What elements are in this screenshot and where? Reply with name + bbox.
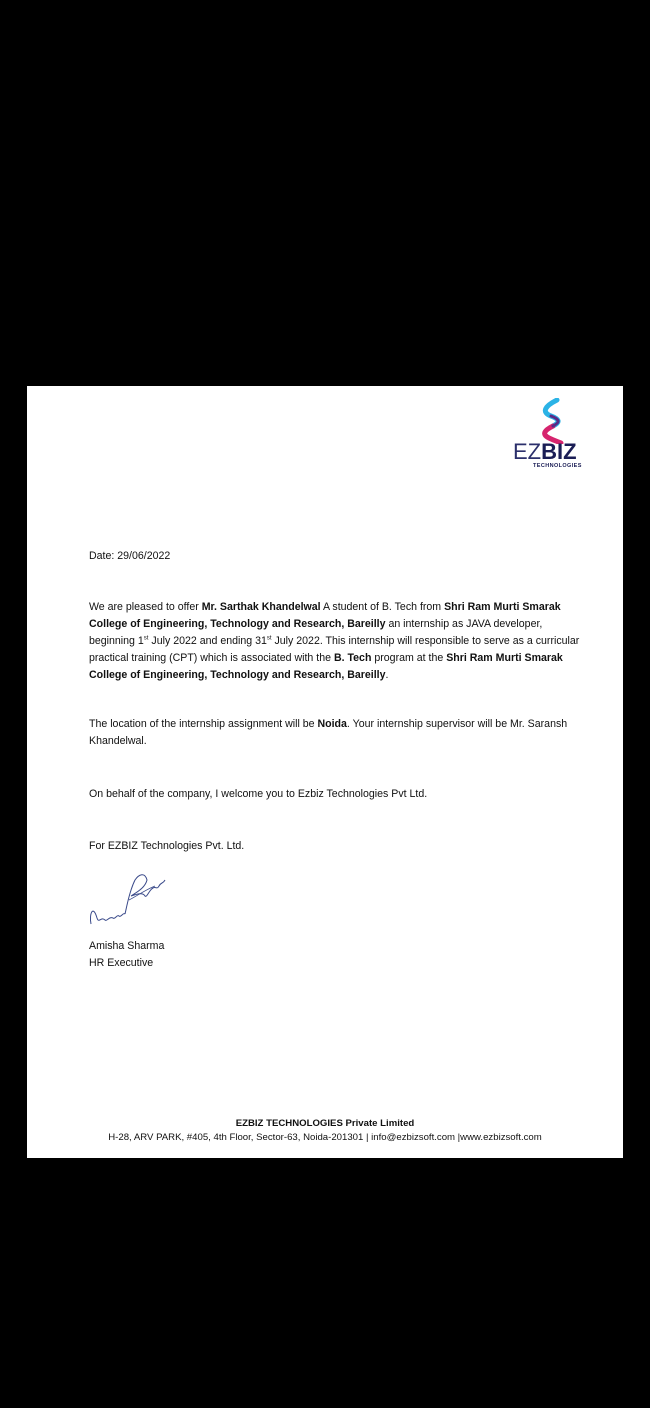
letter-footer [27,1117,623,1145]
program-name: B. Tech [333,652,372,664]
welcome-paragraph: On behalf of the company, I welcome you to Ezbiz Technologies Pvt Ltd. [89,788,428,800]
location-paragraph: The location of the internship assignment will be Noida. Your internship supervisor will be Mr. Saransh Khandelwal. [89,718,568,747]
candidate-name: Mr. Sarthak Khandelwal [201,601,321,613]
college-name: Shri Ram Murti Smarak College of Engineering, Technology and Research, Bareilly [89,601,561,630]
college-name-2: Shri Ram Murti Smarak College of Engineering, Technology and Research, Bareilly [89,652,563,681]
letter-page [27,386,623,1158]
signature-icon [85,866,175,936]
signatory-block [89,938,164,972]
letter-date: Date: 29/06/2022 [89,550,171,562]
logo-tagline: TECHNOLOGIES [533,463,582,469]
signatory-title: HR Executive [89,957,154,969]
signatory-name: Amisha Sharma [89,940,165,952]
logo-wordmark: EZBIZ [513,439,577,464]
logo-mark-icon [531,398,567,444]
footer-address: H-28, ARV PARK, #405, 4th Floor, Sector-63, Noida-201301 | info@ezbizsoft.com |www.ezbizsoft.com [108,1132,542,1143]
company-line: For EZBIZ Technologies Pvt. Ltd. [89,840,245,852]
footer-company: EZBIZ TECHNOLOGIES Private Limited [235,1118,415,1129]
location-name: Noida [317,718,347,730]
company-logo [509,398,589,468]
offer-paragraph: We are pleased to offer Mr. Sarthak Khandelwal A student of B. Tech from Shri Ram Murti Smarak College of Engineering, Technology and Research, Bareilly an internship as JAVA developer, beginning 1st July 2022 and ending 31st July 2022. This internship will responsible to serve as a curricular practical training (CPT) which is associated with the B. Tech program at the Shri Ram Murti Smarak College of Engineering, Technology and Research, Bareilly. [89,601,580,681]
